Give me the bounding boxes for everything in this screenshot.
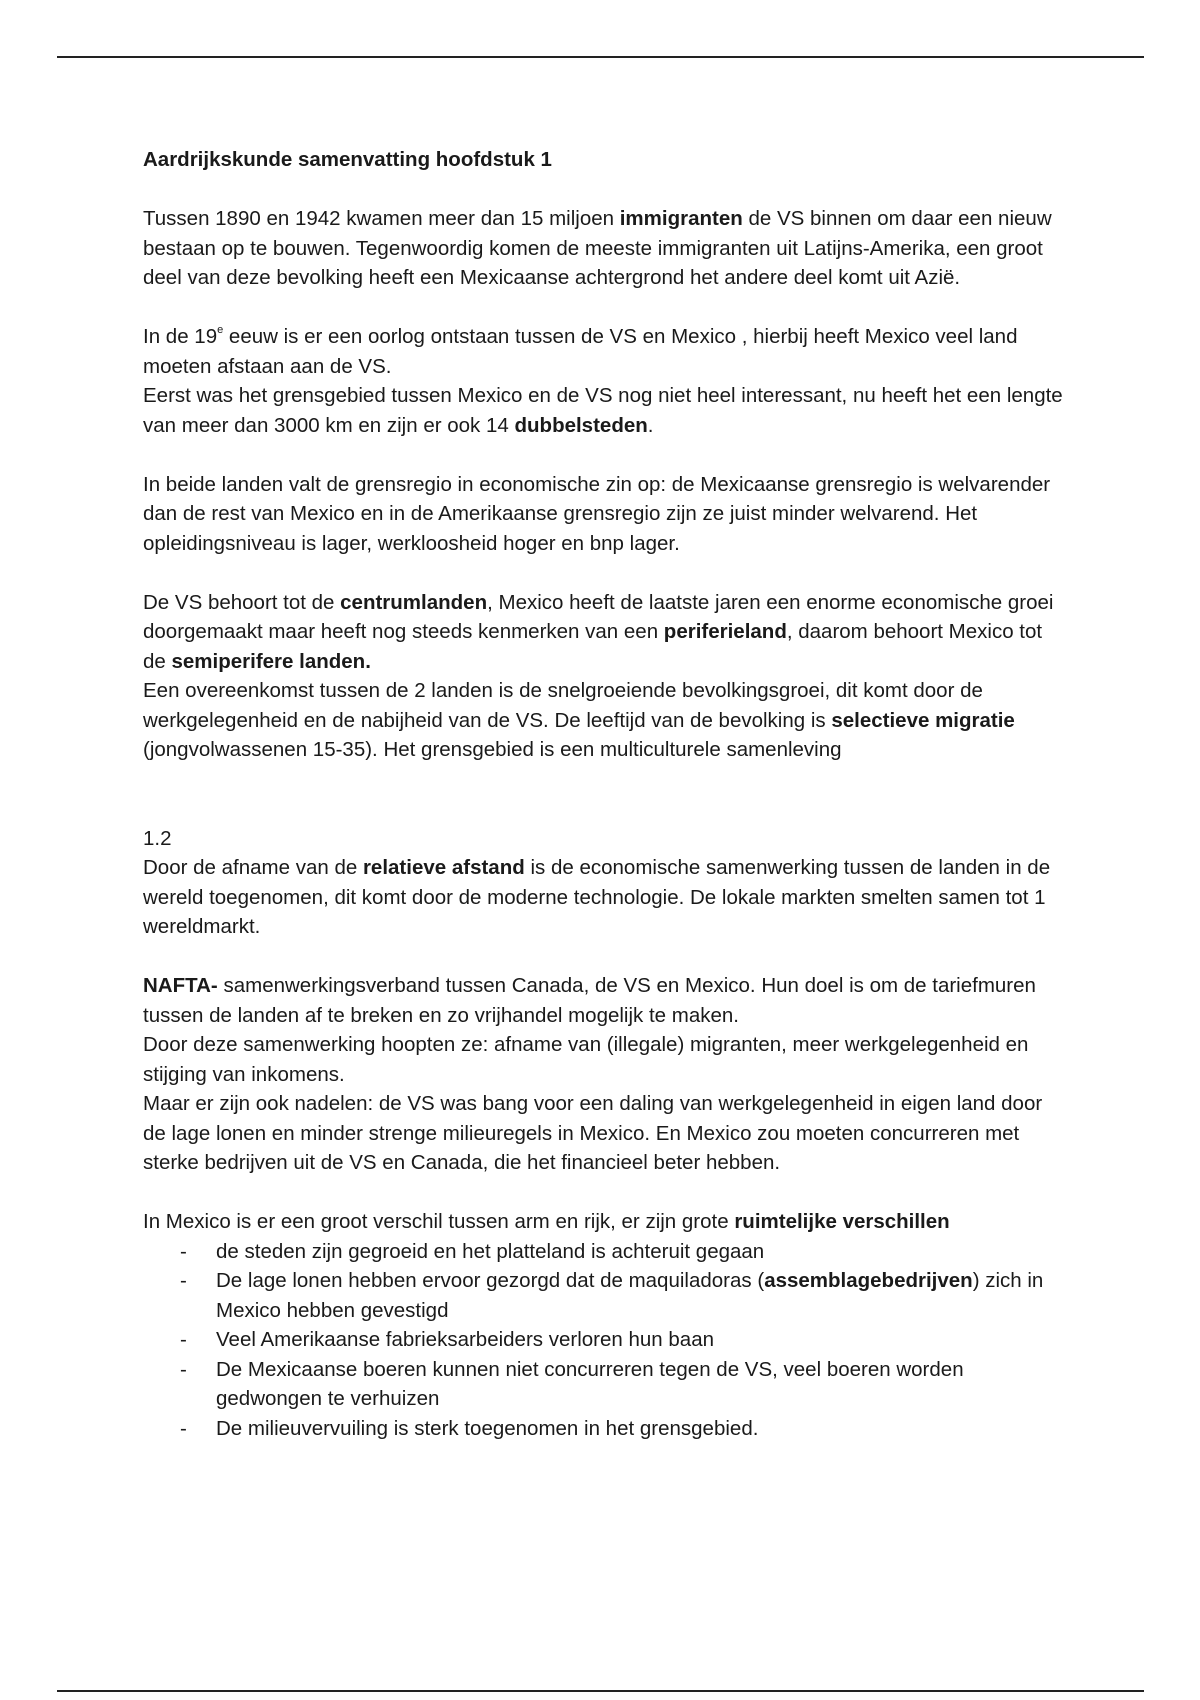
- paragraph-centrumlanden: [143, 588, 1063, 677]
- header-rule: [57, 56, 1144, 58]
- spacer: [143, 175, 1063, 205]
- term-semiperifere-landen: semiperifere landen.: [171, 649, 371, 673]
- text: eeuw is er een oorlog ontstaan tussen de VS en Mexico , hierbij heeft Mexico veel land moeten afstaan aan de VS.: [143, 325, 1018, 378]
- text: Veel Amerikaanse fabrieksarbeiders verloren hun baan: [216, 1328, 714, 1351]
- term-nafta: NAFTA-: [143, 974, 218, 997]
- section-heading: 1.2: [143, 826, 172, 850]
- text: de steden zijn gegroeid en het platteland is achteruit gegaan: [216, 1239, 765, 1263]
- text: .: [647, 413, 654, 437]
- term-centrumlanden: centrumlanden: [340, 590, 488, 614]
- term-selectieve-migratie: selectieve migratie: [831, 708, 1015, 732]
- text: De VS behoort tot de: [143, 590, 341, 614]
- text: De milieuvervuiling is sterk toegenomen in het grensgebied.: [216, 1416, 759, 1440]
- spacer: [143, 942, 1063, 972]
- bullet-list: [143, 1237, 1063, 1444]
- bullet-dash: -: [180, 1357, 187, 1381]
- text: Tussen 1890 en 1942 kwamen meer dan 15 miljoen: [143, 207, 620, 230]
- term-dubbelsteden: dubbelsteden: [514, 413, 648, 437]
- paragraph-war: [143, 322, 1063, 381]
- paragraph-relative-distance: [143, 853, 1063, 942]
- bullet-dash: -: [180, 1328, 187, 1351]
- list-item: [143, 1414, 1063, 1444]
- text: Door de afname van de: [143, 856, 363, 879]
- text: (jongvolwassenen 15-35). Het grensgebied is een multiculturele samenleving: [143, 738, 842, 761]
- text: De lage lonen hebben ervoor gezorgd dat de maquiladoras (: [216, 1269, 765, 1292]
- paragraph-border: [143, 381, 1063, 440]
- term-assemblagebedrijven: assemblagebedrijven: [764, 1269, 973, 1292]
- term-ruimtelijke-verschillen: ruimtelijke verschillen: [734, 1210, 950, 1233]
- document-body: [143, 145, 1063, 1443]
- text: samenwerkingsverband tussen Canada, de VS en Mexico. Hun doel is om de tariefmuren tussen de landen af te breken en zo vrijhandel mogelijk te maken.: [143, 974, 1036, 1027]
- text: , daarom behoort Mexico tot de: [143, 620, 1043, 673]
- paragraph-nafta: [143, 971, 1063, 1030]
- paragraph-spatial-differences: [143, 1207, 1063, 1237]
- text: De Mexicaanse boeren kunnen niet concurreren tegen de VS, veel boeren worden gedwongen te verhuizen: [216, 1357, 964, 1410]
- text: de VS binnen om daar een nieuw bestaan op te bouwen. Tegenwoordig komen de meeste immigranten uit Latijns-Amerika, een groot deel van deze bevolking heeft een Mexicaanse achtergrond het andere deel komt uit Azië.: [143, 207, 1052, 289]
- bullet-dash: -: [180, 1416, 187, 1440]
- spacer: [143, 440, 1063, 470]
- text: Een overeenkomst tussen de 2 landen is de snelgroeiende bevolkingsgroei, dit komt door de werkgelegenheid en de nabijheid van de VS. De leeftijd van de bevolking is: [143, 679, 983, 732]
- list-item: [143, 1325, 1063, 1355]
- text: In Mexico is er een groot verschil tussen arm en rijk, er zijn grote: [143, 1210, 735, 1233]
- spacer: [143, 1178, 1063, 1208]
- bullet-dash: -: [180, 1269, 187, 1292]
- spacer: [143, 558, 1063, 588]
- term-immigranten: immigranten: [619, 207, 743, 230]
- text: Eerst was het grensgebied tussen Mexico en de VS nog niet heel interessant, nu heeft het een lengte van meer dan 3000 km en zijn er ook 14: [143, 384, 1063, 437]
- text: ) zich in Mexico hebben gevestigd: [216, 1269, 1044, 1322]
- spacer: [143, 765, 1063, 824]
- term-relatieve-afstand: relatieve afstand: [362, 856, 525, 879]
- paragraph-disadvantages: Maar er zijn ook nadelen: de VS was bang voor een daling van werkgelegenheid in eigen land door de lage lonen en minder strenge milieuregels in Mexico. En Mexico zou moeten concurreren met sterke bedrijven uit de VS en Canada, die het financieel beter hebben.: [143, 1092, 1043, 1174]
- superscript: e: [217, 324, 224, 337]
- paragraph-economy: In beide landen valt de grensregio in economische zin op: de Mexicaanse grensregio is welvarender dan de rest van Mexico en in de Amerikaanse grensregio zijn ze juist minder welvarend. Het opleidingsniveau is lager, werkloosheid hoger en bnp lager.: [143, 472, 1051, 555]
- term-periferieland: periferieland: [663, 620, 787, 643]
- footer-rule: [57, 1690, 1144, 1692]
- spacer: [143, 293, 1063, 323]
- list-item: [143, 1266, 1063, 1325]
- list-item: [143, 1355, 1063, 1414]
- paragraph-immigration: [143, 204, 1063, 293]
- paragraph-cooperation-hopes: Door deze samenwerking hoopten ze: afname van (illegale) migranten, meer werkgelegenheid en stijging van inkomens.: [143, 1033, 1029, 1086]
- list-item: [143, 1237, 1063, 1267]
- document-title: Aardrijkskunde samenvatting hoofdstuk 1: [143, 148, 552, 171]
- paragraph-migration: [143, 676, 1063, 765]
- bullet-dash: -: [180, 1239, 187, 1263]
- text: In de 19: [143, 325, 218, 348]
- text: is de economische samenwerking tussen de landen in de wereld toegenomen, dit komt door de moderne technologie. De lokale markten smelten samen tot 1 wereldmarkt.: [143, 856, 1051, 938]
- text: , Mexico heeft de laatste jaren een enorme economische groei doorgemaakt maar heeft nog steeds kenmerken van een: [143, 590, 1054, 643]
